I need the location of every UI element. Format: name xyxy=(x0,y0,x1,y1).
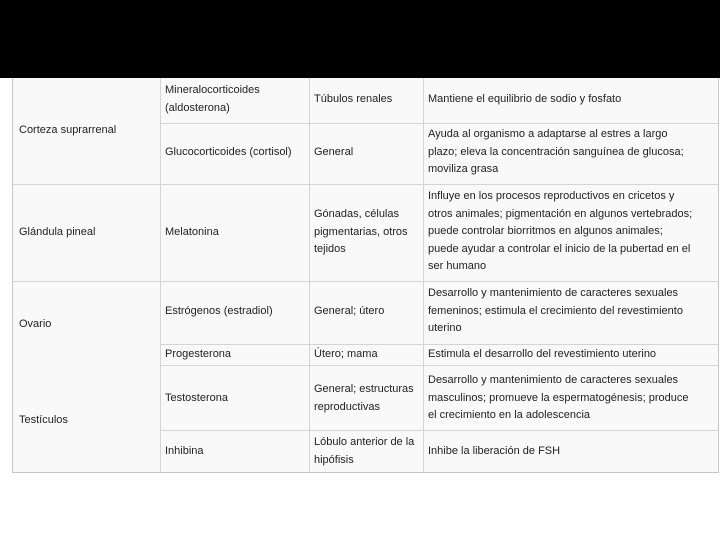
target-line: General; útero xyxy=(314,305,385,317)
column-divider xyxy=(160,78,161,473)
effect-line: puede ayudar a controlar el inicio de la pubertad en el xyxy=(428,242,691,255)
effect-line: uterino xyxy=(428,322,462,334)
effect-line: Desarrollo y mantenimiento de caracteres sexuales xyxy=(428,287,679,299)
effect-cell xyxy=(428,285,683,338)
target-line: pigmentarias, otros xyxy=(314,225,408,238)
gland-ovary-link[interactable]: Ovario xyxy=(19,318,52,330)
effect-line: Ayuda al organismo a adaptarse al estres a largo xyxy=(428,128,668,140)
target-line: tejidos xyxy=(314,243,346,255)
target-line: General; estructuras xyxy=(314,383,414,395)
column-divider xyxy=(309,78,310,473)
target-line: reproductivas xyxy=(314,400,381,413)
effect-cell xyxy=(428,443,560,461)
hormone-line: Melatonina xyxy=(165,226,219,238)
row-divider xyxy=(160,123,719,124)
effect-line: plazo; eleva la concentración sanguínea de glucosa; xyxy=(428,145,684,158)
effect-line: Desarrollo y mantenimiento de caracteres sexuales xyxy=(428,374,679,386)
row-divider xyxy=(13,281,719,282)
target-line: Lóbulo anterior de la xyxy=(314,436,415,448)
hormone-line: Estrógenos (estradiol) xyxy=(165,305,273,317)
hormone-glucocorticoids-link[interactable] xyxy=(165,144,292,162)
column-divider xyxy=(423,78,424,473)
target-line: Túbulos renales xyxy=(314,93,393,105)
hormone-inhibin-link[interactable] xyxy=(165,443,204,461)
target-cell xyxy=(314,346,378,364)
hormone-line: Testosterona xyxy=(165,392,228,404)
effect-line: Mantiene el equilibrio de sodio y fosfato xyxy=(428,93,622,105)
effect-line: femeninos; estimula el crecimiento del revestimiento xyxy=(428,304,683,317)
target-cell xyxy=(314,206,408,259)
hormone-melatonin-link[interactable] xyxy=(165,224,219,242)
target-line: Gónadas, células xyxy=(314,208,399,220)
hormone-line: Inhibina xyxy=(165,445,204,457)
effect-cell xyxy=(428,346,656,364)
top-black-bar xyxy=(0,0,720,78)
target-line: hipófisis xyxy=(314,453,354,466)
target-cell xyxy=(314,434,414,469)
target-line: General xyxy=(314,146,354,158)
row-divider xyxy=(160,430,719,431)
hormone-testosterone-link[interactable] xyxy=(165,390,228,408)
effect-line: Influye en los procesos reproductivos en cricetos y xyxy=(428,190,675,202)
effect-line: Estimula el desarrollo del revestimiento uterino xyxy=(428,348,657,360)
effect-cell xyxy=(428,372,688,425)
effect-line: el crecimiento en la adolescencia xyxy=(428,409,591,421)
hormone-line: (aldosterona) xyxy=(165,101,230,114)
effect-cell xyxy=(428,126,684,179)
target-cell xyxy=(314,91,392,109)
row-divider xyxy=(13,184,719,185)
target-cell xyxy=(314,144,353,162)
hormone-line: Mineralocorticoides xyxy=(165,84,260,96)
effect-line: puede controlar biorritmos en algunos animales; xyxy=(428,225,663,237)
target-line: Útero; mama xyxy=(314,348,378,360)
hormone-estrogens-link[interactable] xyxy=(165,303,273,321)
gland-adrenal-cortex: Corteza suprarrenal xyxy=(19,124,117,136)
effect-line: Inhibe la liberación de FSH xyxy=(428,445,561,457)
effect-cell xyxy=(428,188,692,276)
hormone-table xyxy=(12,78,719,473)
hormone-line: Glucocorticoides (cortisol) xyxy=(165,146,292,158)
hormone-line: Progesterona xyxy=(165,348,232,360)
row-divider xyxy=(160,344,719,345)
hormone-mineralocorticoids-link[interactable] xyxy=(165,82,260,117)
effect-line: moviliza grasa xyxy=(428,163,499,175)
target-cell xyxy=(314,303,384,321)
target-cell xyxy=(314,381,414,416)
gland-testes-link[interactable]: Testículos xyxy=(19,414,68,426)
row-divider xyxy=(160,365,719,366)
effect-line: otros animales; pigmentación en algunos vertebrados; xyxy=(428,207,693,220)
effect-line: ser humano xyxy=(428,260,487,272)
gland-pineal: Glándula pineal xyxy=(19,226,96,238)
hormone-progesterone-link[interactable] xyxy=(165,346,231,364)
effect-line: masculinos; promueve la espermatogénesis; produce xyxy=(428,391,689,404)
effect-cell xyxy=(428,91,621,109)
